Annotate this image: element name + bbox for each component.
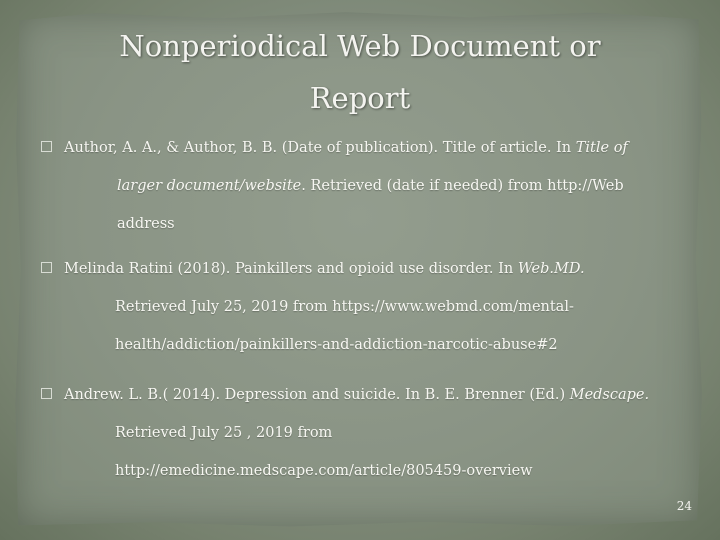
square-bullet-icon (41, 262, 52, 273)
reference-source-title: Title of (575, 140, 628, 156)
reference-line (0, 167, 700, 205)
square-bullet-icon (41, 388, 52, 399)
reference-text: Retrieved July 25 , 2019 from (115, 425, 333, 441)
reference-line (0, 452, 700, 490)
reference-line (0, 288, 700, 326)
slide-title-line-1: Nonperiodical Web Document or (119, 29, 601, 63)
slide-title (60, 20, 660, 124)
square-bullet-icon (41, 141, 52, 152)
page-number: 24 (676, 499, 692, 513)
reference-line (0, 414, 700, 452)
reference-text: http://emedicine.medscape.com/article/805459-overview (115, 463, 533, 479)
slide-title-line-2: Report (309, 81, 411, 115)
reference-text: health/addiction/painkillers-and-addiction-narcotic-abuse#2 (115, 337, 558, 353)
reference-source-title: larger document/website (117, 178, 302, 194)
reference-text: . Retrieved (date if needed) from http://Web (301, 178, 624, 194)
reference-text: Author, A. A., & Author, B. B. (Date of publication). Title of article. In (64, 140, 576, 156)
reference-line (0, 129, 700, 167)
reference-item (0, 250, 700, 364)
reference-text: Melinda Ratini (2018). Painkillers and opioid use disorder. In (64, 261, 518, 277)
reference-text: Andrew. L. B.( 2014). Depression and suicide. In B. E. Brenner (Ed.) (64, 387, 570, 403)
reference-source-title: Medscape. (569, 387, 650, 403)
reference-source-title: Web.MD. (517, 261, 585, 277)
reference-item (0, 376, 700, 490)
reference-line (0, 250, 700, 288)
reference-item (0, 129, 700, 243)
reference-line (0, 376, 700, 414)
reference-text: address (117, 216, 175, 232)
reference-line (0, 326, 700, 364)
reference-text: Retrieved July 25, 2019 from https://www.webmd.com/mental- (115, 299, 574, 315)
reference-line (0, 205, 700, 243)
